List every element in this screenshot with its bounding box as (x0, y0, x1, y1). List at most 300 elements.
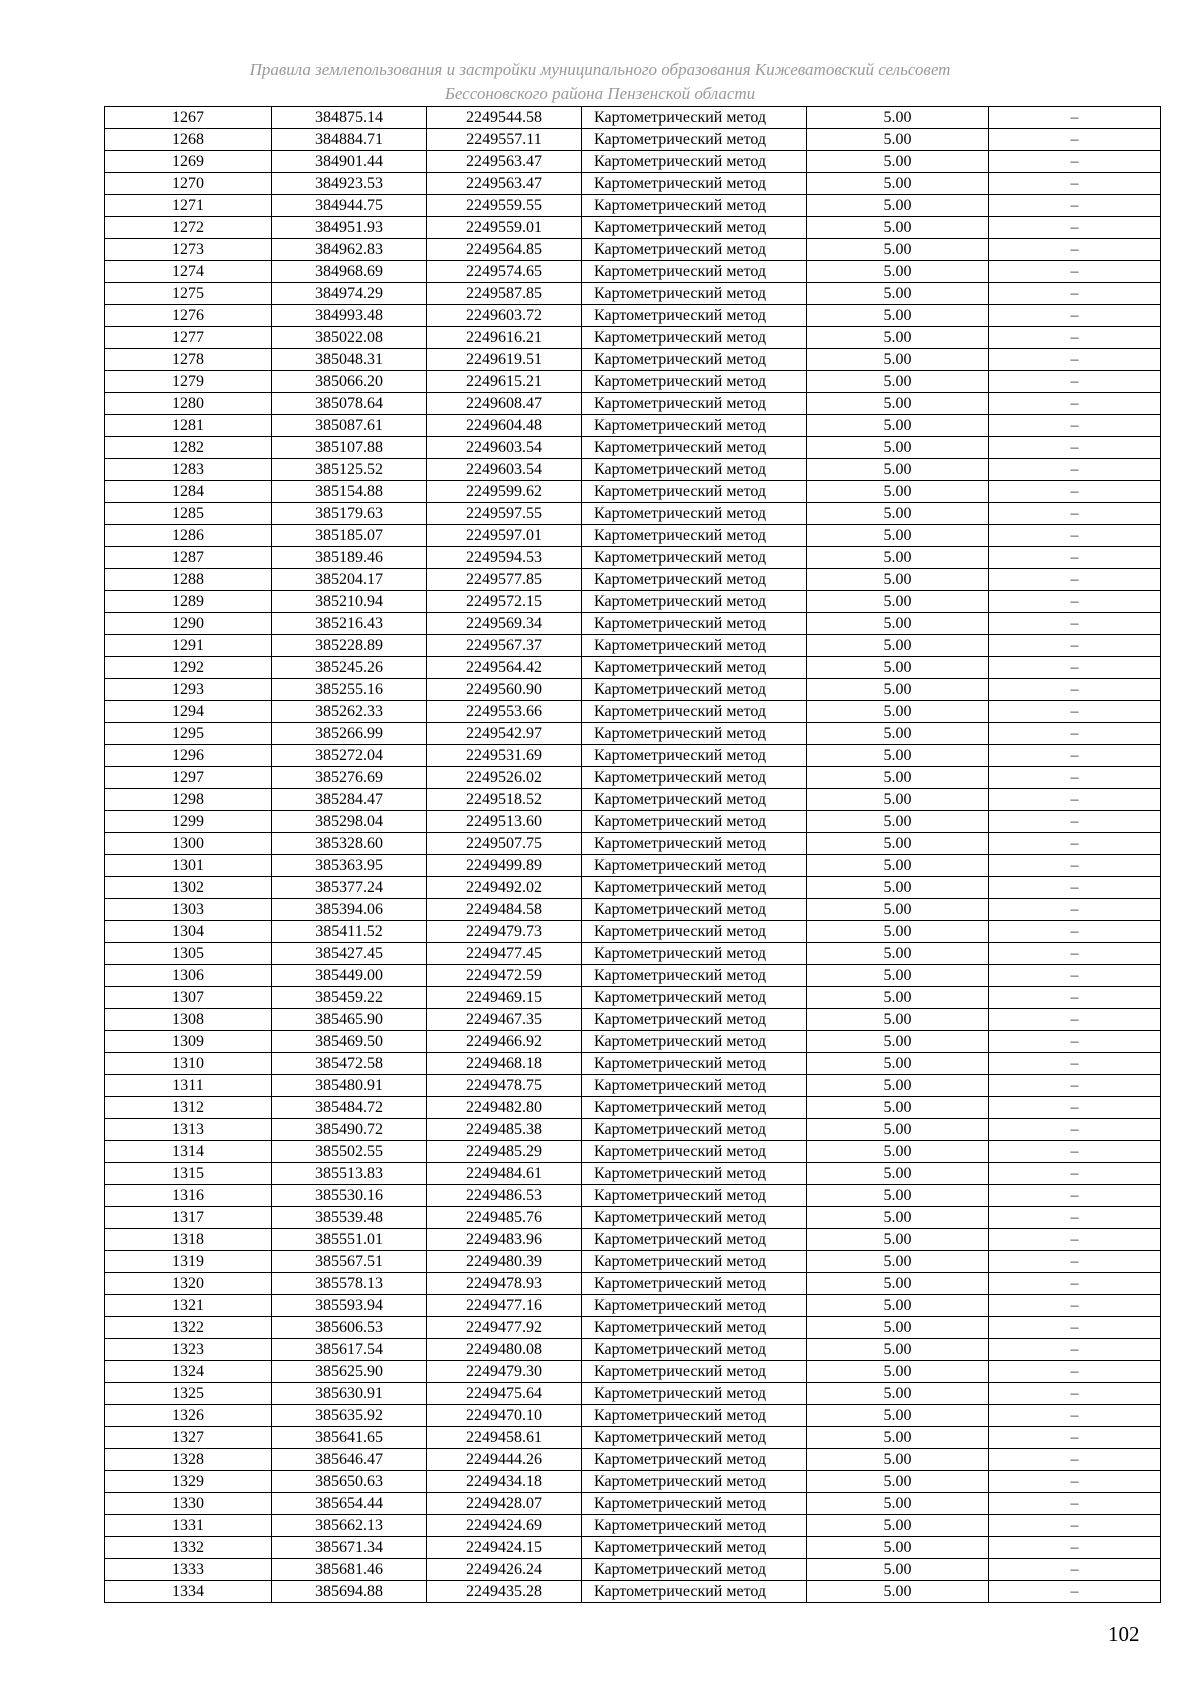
table-row (105, 525, 1161, 547)
y-coordinate-cell: 2249424.15 (427, 1537, 582, 1559)
description-cell: – (989, 1141, 1161, 1163)
y-coordinate-cell: 2249608.47 (427, 393, 582, 415)
description-cell: – (989, 965, 1161, 987)
table-row (105, 613, 1161, 635)
table-row (105, 371, 1161, 393)
y-coordinate-cell: 2249472.59 (427, 965, 582, 987)
description-cell: – (989, 657, 1161, 679)
table-row (105, 1581, 1161, 1603)
method-cell: Картометрический метод (582, 503, 807, 525)
y-coordinate-cell: 2249553.66 (427, 701, 582, 723)
table-row (105, 393, 1161, 415)
table-row (105, 1185, 1161, 1207)
description-cell: – (989, 1163, 1161, 1185)
point-number-cell: 1270 (105, 173, 272, 195)
y-coordinate-cell: 2249559.01 (427, 217, 582, 239)
x-coordinate-cell: 384944.75 (272, 195, 427, 217)
description-cell: – (989, 1537, 1161, 1559)
point-number-cell: 1297 (105, 767, 272, 789)
y-coordinate-cell: 2249577.85 (427, 569, 582, 591)
point-number-cell: 1291 (105, 635, 272, 657)
accuracy-cell: 5.00 (807, 635, 989, 657)
description-cell: – (989, 833, 1161, 855)
description-cell: – (989, 987, 1161, 1009)
point-number-cell: 1308 (105, 1009, 272, 1031)
method-cell: Картометрический метод (582, 1009, 807, 1031)
description-cell: – (989, 679, 1161, 701)
x-coordinate-cell: 384901.44 (272, 151, 427, 173)
y-coordinate-cell: 2249484.61 (427, 1163, 582, 1185)
description-cell: – (989, 195, 1161, 217)
table-row (105, 481, 1161, 503)
table-row (105, 1141, 1161, 1163)
description-cell: – (989, 1559, 1161, 1581)
y-coordinate-cell: 2249486.53 (427, 1185, 582, 1207)
point-number-cell: 1303 (105, 899, 272, 921)
method-cell: Картометрический метод (582, 437, 807, 459)
point-number-cell: 1314 (105, 1141, 272, 1163)
method-cell: Картометрический метод (582, 899, 807, 921)
method-cell: Картометрический метод (582, 371, 807, 393)
x-coordinate-cell: 385459.22 (272, 987, 427, 1009)
method-cell: Картометрический метод (582, 877, 807, 899)
point-number-cell: 1301 (105, 855, 272, 877)
x-coordinate-cell: 385022.08 (272, 327, 427, 349)
accuracy-cell: 5.00 (807, 1163, 989, 1185)
description-cell: – (989, 1009, 1161, 1031)
description-cell: – (989, 569, 1161, 591)
y-coordinate-cell: 2249435.28 (427, 1581, 582, 1603)
point-number-cell: 1295 (105, 723, 272, 745)
x-coordinate-cell: 385650.63 (272, 1471, 427, 1493)
y-coordinate-cell: 2249603.72 (427, 305, 582, 327)
point-number-cell: 1320 (105, 1273, 272, 1295)
point-number-cell: 1329 (105, 1471, 272, 1493)
table-row (105, 965, 1161, 987)
point-number-cell: 1310 (105, 1053, 272, 1075)
point-number-cell: 1290 (105, 613, 272, 635)
table-row (105, 547, 1161, 569)
table-row (105, 1053, 1161, 1075)
method-cell: Картометрический метод (582, 1493, 807, 1515)
method-cell: Картометрический метод (582, 1449, 807, 1471)
x-coordinate-cell: 385204.17 (272, 569, 427, 591)
point-number-cell: 1275 (105, 283, 272, 305)
description-cell: – (989, 1097, 1161, 1119)
table-row (105, 1493, 1161, 1515)
accuracy-cell: 5.00 (807, 877, 989, 899)
accuracy-cell: 5.00 (807, 1207, 989, 1229)
x-coordinate-cell: 384884.71 (272, 129, 427, 151)
y-coordinate-cell: 2249564.85 (427, 239, 582, 261)
document-header (0, 58, 1200, 106)
method-cell: Картометрический метод (582, 1119, 807, 1141)
y-coordinate-cell: 2249477.45 (427, 943, 582, 965)
x-coordinate-cell: 385662.13 (272, 1515, 427, 1537)
method-cell: Картометрический метод (582, 1097, 807, 1119)
accuracy-cell: 5.00 (807, 459, 989, 481)
point-number-cell: 1294 (105, 701, 272, 723)
accuracy-cell: 5.00 (807, 965, 989, 987)
point-number-cell: 1288 (105, 569, 272, 591)
table-row (105, 1097, 1161, 1119)
table-row (105, 943, 1161, 965)
y-coordinate-cell: 2249559.55 (427, 195, 582, 217)
method-cell: Картометрический метод (582, 789, 807, 811)
y-coordinate-cell: 2249587.85 (427, 283, 582, 305)
point-number-cell: 1293 (105, 679, 272, 701)
table-row (105, 305, 1161, 327)
accuracy-cell: 5.00 (807, 701, 989, 723)
method-cell: Картометрический метод (582, 855, 807, 877)
x-coordinate-cell: 385625.90 (272, 1361, 427, 1383)
table-row (105, 107, 1161, 129)
accuracy-cell: 5.00 (807, 745, 989, 767)
description-cell: – (989, 723, 1161, 745)
description-cell: – (989, 437, 1161, 459)
method-cell: Картометрический метод (582, 965, 807, 987)
method-cell: Картометрический метод (582, 217, 807, 239)
description-cell: – (989, 1449, 1161, 1471)
point-number-cell: 1283 (105, 459, 272, 481)
x-coordinate-cell: 384923.53 (272, 173, 427, 195)
accuracy-cell: 5.00 (807, 1031, 989, 1053)
description-cell: – (989, 1229, 1161, 1251)
table-row (105, 1361, 1161, 1383)
x-coordinate-cell: 385472.58 (272, 1053, 427, 1075)
method-cell: Картометрический метод (582, 129, 807, 151)
x-coordinate-cell: 384875.14 (272, 107, 427, 129)
point-number-cell: 1281 (105, 415, 272, 437)
y-coordinate-cell: 2249434.18 (427, 1471, 582, 1493)
method-cell: Картометрический метод (582, 987, 807, 1009)
point-number-cell: 1302 (105, 877, 272, 899)
method-cell: Картометрический метод (582, 745, 807, 767)
accuracy-cell: 5.00 (807, 173, 989, 195)
method-cell: Картометрический метод (582, 349, 807, 371)
point-number-cell: 1317 (105, 1207, 272, 1229)
accuracy-cell: 5.00 (807, 613, 989, 635)
method-cell: Картометрический метод (582, 547, 807, 569)
table-row (105, 151, 1161, 173)
description-cell: – (989, 613, 1161, 635)
y-coordinate-cell: 2249507.75 (427, 833, 582, 855)
accuracy-cell: 5.00 (807, 393, 989, 415)
point-number-cell: 1331 (105, 1515, 272, 1537)
method-cell: Картометрический метод (582, 1031, 807, 1053)
table-row (105, 855, 1161, 877)
method-cell: Картометрический метод (582, 305, 807, 327)
description-cell: – (989, 1207, 1161, 1229)
description-cell: – (989, 591, 1161, 613)
accuracy-cell: 5.00 (807, 195, 989, 217)
x-coordinate-cell: 385617.54 (272, 1339, 427, 1361)
accuracy-cell: 5.00 (807, 943, 989, 965)
point-number-cell: 1305 (105, 943, 272, 965)
point-number-cell: 1309 (105, 1031, 272, 1053)
accuracy-cell: 5.00 (807, 833, 989, 855)
method-cell: Картометрический метод (582, 1405, 807, 1427)
accuracy-cell: 5.00 (807, 987, 989, 1009)
point-number-cell: 1324 (105, 1361, 272, 1383)
method-cell: Картометрический метод (582, 921, 807, 943)
accuracy-cell: 5.00 (807, 327, 989, 349)
point-number-cell: 1313 (105, 1119, 272, 1141)
x-coordinate-cell: 385593.94 (272, 1295, 427, 1317)
accuracy-cell: 5.00 (807, 657, 989, 679)
point-number-cell: 1323 (105, 1339, 272, 1361)
accuracy-cell: 5.00 (807, 1515, 989, 1537)
y-coordinate-cell: 2249615.21 (427, 371, 582, 393)
description-cell: – (989, 349, 1161, 371)
y-coordinate-cell: 2249567.37 (427, 635, 582, 657)
point-number-cell: 1319 (105, 1251, 272, 1273)
point-number-cell: 1325 (105, 1383, 272, 1405)
y-coordinate-cell: 2249485.38 (427, 1119, 582, 1141)
table-row (105, 877, 1161, 899)
description-cell: – (989, 283, 1161, 305)
point-number-cell: 1330 (105, 1493, 272, 1515)
table-row (105, 1449, 1161, 1471)
table-row (105, 283, 1161, 305)
y-coordinate-cell: 2249544.58 (427, 107, 582, 129)
table-row (105, 503, 1161, 525)
description-cell: – (989, 107, 1161, 129)
y-coordinate-cell: 2249594.53 (427, 547, 582, 569)
table-row (105, 1163, 1161, 1185)
point-number-cell: 1304 (105, 921, 272, 943)
description-cell: – (989, 1405, 1161, 1427)
method-cell: Картометрический метод (582, 239, 807, 261)
table-row (105, 1559, 1161, 1581)
point-number-cell: 1280 (105, 393, 272, 415)
accuracy-cell: 5.00 (807, 1581, 989, 1603)
description-cell: – (989, 745, 1161, 767)
point-number-cell: 1298 (105, 789, 272, 811)
method-cell: Картометрический метод (582, 833, 807, 855)
x-coordinate-cell: 385189.46 (272, 547, 427, 569)
accuracy-cell: 5.00 (807, 1009, 989, 1031)
method-cell: Картометрический метод (582, 811, 807, 833)
y-coordinate-cell: 2249479.30 (427, 1361, 582, 1383)
point-number-cell: 1292 (105, 657, 272, 679)
accuracy-cell: 5.00 (807, 283, 989, 305)
point-number-cell: 1322 (105, 1317, 272, 1339)
description-cell: – (989, 393, 1161, 415)
y-coordinate-cell: 2249424.69 (427, 1515, 582, 1537)
accuracy-cell: 5.00 (807, 217, 989, 239)
method-cell: Картометрический метод (582, 943, 807, 965)
method-cell: Картометрический метод (582, 613, 807, 635)
x-coordinate-cell: 385490.72 (272, 1119, 427, 1141)
description-cell: – (989, 547, 1161, 569)
accuracy-cell: 5.00 (807, 261, 989, 283)
method-cell: Картометрический метод (582, 107, 807, 129)
description-cell: – (989, 217, 1161, 239)
table-row (105, 1251, 1161, 1273)
x-coordinate-cell: 385272.04 (272, 745, 427, 767)
accuracy-cell: 5.00 (807, 679, 989, 701)
y-coordinate-cell: 2249560.90 (427, 679, 582, 701)
method-cell: Картометрический метод (582, 1295, 807, 1317)
x-coordinate-cell: 385630.91 (272, 1383, 427, 1405)
accuracy-cell: 5.00 (807, 1119, 989, 1141)
accuracy-cell: 5.00 (807, 525, 989, 547)
point-number-cell: 1271 (105, 195, 272, 217)
point-number-cell: 1315 (105, 1163, 272, 1185)
method-cell: Картометрический метод (582, 1427, 807, 1449)
point-number-cell: 1287 (105, 547, 272, 569)
x-coordinate-cell: 385694.88 (272, 1581, 427, 1603)
table-row (105, 701, 1161, 723)
method-cell: Картометрический метод (582, 1185, 807, 1207)
y-coordinate-cell: 2249466.92 (427, 1031, 582, 1053)
table-row (105, 1295, 1161, 1317)
y-coordinate-cell: 2249467.35 (427, 1009, 582, 1031)
table-row (105, 635, 1161, 657)
x-coordinate-cell: 385513.83 (272, 1163, 427, 1185)
description-cell: – (989, 481, 1161, 503)
method-cell: Картометрический метод (582, 569, 807, 591)
accuracy-cell: 5.00 (807, 767, 989, 789)
table-row (105, 239, 1161, 261)
x-coordinate-cell: 385654.44 (272, 1493, 427, 1515)
table-row (105, 1009, 1161, 1031)
x-coordinate-cell: 385427.45 (272, 943, 427, 965)
description-cell: – (989, 1251, 1161, 1273)
y-coordinate-cell: 2249468.18 (427, 1053, 582, 1075)
point-number-cell: 1289 (105, 591, 272, 613)
x-coordinate-cell: 385284.47 (272, 789, 427, 811)
y-coordinate-cell: 2249426.24 (427, 1559, 582, 1581)
x-coordinate-cell: 385539.48 (272, 1207, 427, 1229)
method-cell: Картометрический метод (582, 261, 807, 283)
x-coordinate-cell: 385087.61 (272, 415, 427, 437)
description-cell: – (989, 1361, 1161, 1383)
y-coordinate-cell: 2249485.76 (427, 1207, 582, 1229)
x-coordinate-cell: 384951.93 (272, 217, 427, 239)
point-number-cell: 1274 (105, 261, 272, 283)
description-cell: – (989, 921, 1161, 943)
description-cell: – (989, 1185, 1161, 1207)
accuracy-cell: 5.00 (807, 481, 989, 503)
header-line-2: Бессоновского района Пензенской области (444, 84, 756, 103)
table-row (105, 591, 1161, 613)
table-row (105, 1075, 1161, 1097)
y-coordinate-cell: 2249480.39 (427, 1251, 582, 1273)
x-coordinate-cell: 385066.20 (272, 371, 427, 393)
x-coordinate-cell: 385154.88 (272, 481, 427, 503)
table-row (105, 349, 1161, 371)
table-row (105, 217, 1161, 239)
coordinates-table-body (105, 107, 1161, 1603)
method-cell: Картометрический метод (582, 173, 807, 195)
description-cell: – (989, 701, 1161, 723)
description-cell: – (989, 1427, 1161, 1449)
method-cell: Картометрический метод (582, 1471, 807, 1493)
point-number-cell: 1332 (105, 1537, 272, 1559)
point-number-cell: 1276 (105, 305, 272, 327)
point-number-cell: 1328 (105, 1449, 272, 1471)
description-cell: – (989, 1581, 1161, 1603)
method-cell: Картометрический метод (582, 701, 807, 723)
table-row (105, 723, 1161, 745)
table-row (105, 1031, 1161, 1053)
method-cell: Картометрический метод (582, 679, 807, 701)
x-coordinate-cell: 385578.13 (272, 1273, 427, 1295)
y-coordinate-cell: 2249542.97 (427, 723, 582, 745)
y-coordinate-cell: 2249597.55 (427, 503, 582, 525)
table-row (105, 657, 1161, 679)
y-coordinate-cell: 2249478.93 (427, 1273, 582, 1295)
accuracy-cell: 5.00 (807, 591, 989, 613)
description-cell: – (989, 1273, 1161, 1295)
accuracy-cell: 5.00 (807, 1339, 989, 1361)
y-coordinate-cell: 2249531.69 (427, 745, 582, 767)
point-number-cell: 1333 (105, 1559, 272, 1581)
y-coordinate-cell: 2249475.64 (427, 1383, 582, 1405)
table-row (105, 569, 1161, 591)
y-coordinate-cell: 2249477.92 (427, 1317, 582, 1339)
x-coordinate-cell: 385484.72 (272, 1097, 427, 1119)
description-cell: – (989, 855, 1161, 877)
method-cell: Картометрический метод (582, 1383, 807, 1405)
y-coordinate-cell: 2249492.02 (427, 877, 582, 899)
x-coordinate-cell: 385228.89 (272, 635, 427, 657)
method-cell: Картометрический метод (582, 1075, 807, 1097)
y-coordinate-cell: 2249572.15 (427, 591, 582, 613)
y-coordinate-cell: 2249569.34 (427, 613, 582, 635)
x-coordinate-cell: 385266.99 (272, 723, 427, 745)
method-cell: Картометрический метод (582, 459, 807, 481)
x-coordinate-cell: 385107.88 (272, 437, 427, 459)
x-coordinate-cell: 385048.31 (272, 349, 427, 371)
y-coordinate-cell: 2249557.11 (427, 129, 582, 151)
table-row (105, 811, 1161, 833)
accuracy-cell: 5.00 (807, 239, 989, 261)
table-row (105, 1229, 1161, 1251)
x-coordinate-cell: 384993.48 (272, 305, 427, 327)
table-row (105, 1119, 1161, 1141)
method-cell: Картометрический метод (582, 283, 807, 305)
method-cell: Картометрический метод (582, 657, 807, 679)
accuracy-cell: 5.00 (807, 305, 989, 327)
accuracy-cell: 5.00 (807, 1493, 989, 1515)
method-cell: Картометрический метод (582, 1207, 807, 1229)
description-cell: – (989, 327, 1161, 349)
table-row (105, 327, 1161, 349)
x-coordinate-cell: 385567.51 (272, 1251, 427, 1273)
description-cell: – (989, 789, 1161, 811)
x-coordinate-cell: 385125.52 (272, 459, 427, 481)
table-row (105, 921, 1161, 943)
accuracy-cell: 5.00 (807, 1295, 989, 1317)
table-row (105, 437, 1161, 459)
y-coordinate-cell: 2249513.60 (427, 811, 582, 833)
description-cell: – (989, 1383, 1161, 1405)
accuracy-cell: 5.00 (807, 899, 989, 921)
table-row (105, 1339, 1161, 1361)
accuracy-cell: 5.00 (807, 129, 989, 151)
x-coordinate-cell: 385641.65 (272, 1427, 427, 1449)
accuracy-cell: 5.00 (807, 569, 989, 591)
method-cell: Картометрический метод (582, 1361, 807, 1383)
table-row (105, 1427, 1161, 1449)
y-coordinate-cell: 2249428.07 (427, 1493, 582, 1515)
x-coordinate-cell: 385469.50 (272, 1031, 427, 1053)
x-coordinate-cell: 384974.29 (272, 283, 427, 305)
description-cell: – (989, 525, 1161, 547)
